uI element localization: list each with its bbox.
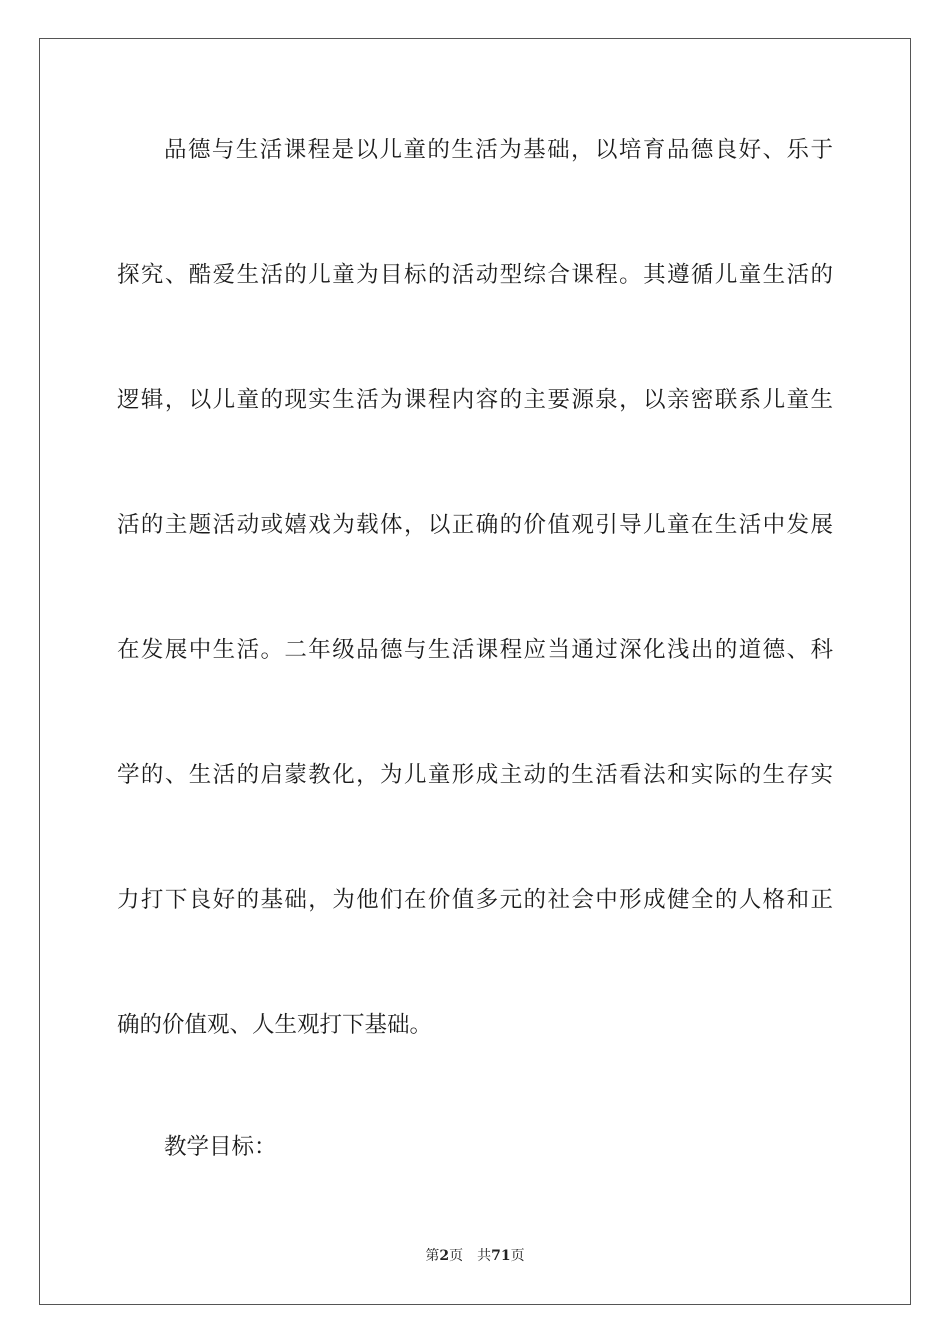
section-heading: 教学目标：: [164, 1134, 277, 1160]
paragraph-line-3: 逻辑，以儿童的现实生活为课程内容的主要源泉，以亲密联系儿童生: [117, 387, 833, 413]
footer-total-number: 71: [491, 1248, 511, 1264]
footer-page-number: 2: [439, 1248, 450, 1264]
paragraph-line-1: 品德与生活课程是以儿童的生活为基础，以培育品德良好、乐于: [164, 137, 833, 163]
paragraph-line-4: 活的主题活动或嬉戏为载体，以正确的价值观引导儿童在生活中发展: [117, 512, 833, 538]
footer-total-prefix: 共: [477, 1248, 492, 1264]
footer-page-prefix: 第: [425, 1248, 440, 1264]
footer-total-suffix: 页: [510, 1248, 525, 1264]
footer-page-suffix: 页: [449, 1248, 464, 1264]
paragraph-line-5: 在发展中生活。二年级品德与生活课程应当通过深化浅出的道德、科: [117, 637, 833, 663]
paragraph-line-8: 确的价值观、人生观打下基础。: [117, 1012, 433, 1038]
page-footer: [0, 1245, 950, 1265]
paragraph-line-2: 探究、酷爱生活的儿童为目标的活动型综合课程。其遵循儿童生活的: [117, 262, 833, 288]
paragraph-line-6: 学的、生活的启蒙教化，为儿童形成主动的生活看法和实际的生存实: [117, 762, 833, 788]
paragraph-line-7: 力打下良好的基础，为他们在价值多元的社会中形成健全的人格和正: [117, 887, 833, 913]
